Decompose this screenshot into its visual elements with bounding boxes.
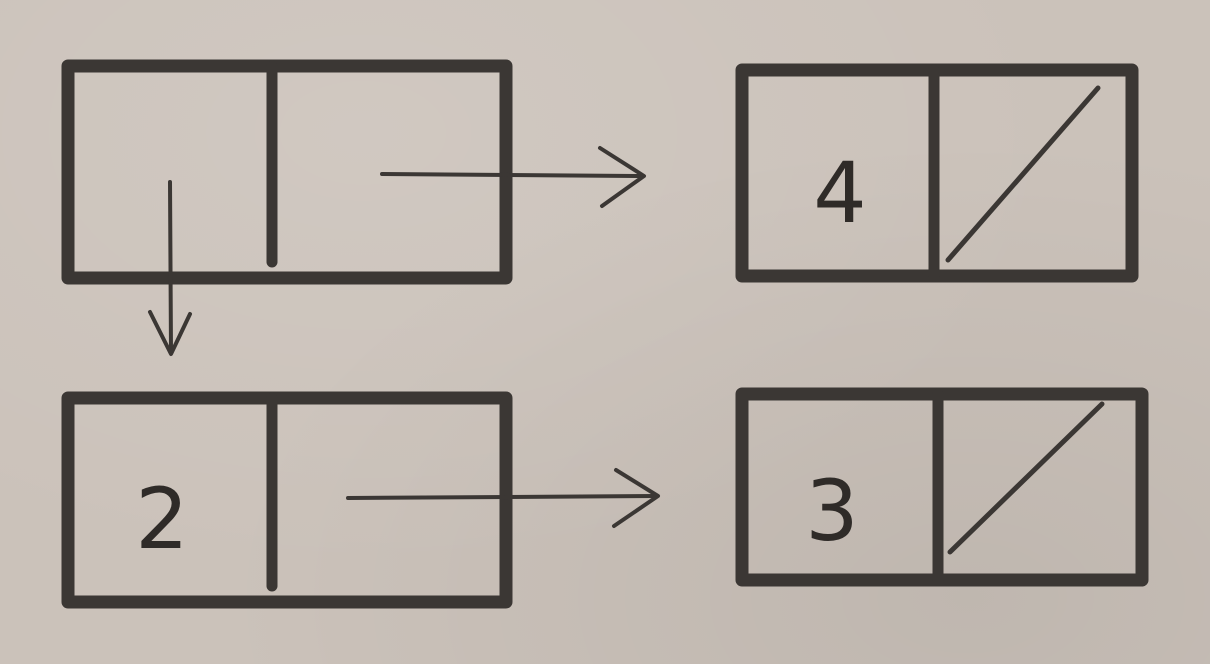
- null-pointer-slash: [948, 88, 1098, 260]
- node-bottom-right: [742, 394, 1142, 580]
- node-box: [68, 66, 506, 278]
- node-top-right: [742, 70, 1132, 276]
- node-top-left: [68, 66, 506, 278]
- arrow-down: [150, 182, 190, 354]
- arrow-top-next: [382, 148, 644, 206]
- arrow-shaft: [348, 496, 656, 498]
- node-box: [68, 398, 506, 602]
- node-bottom-left: [68, 398, 506, 602]
- arrow-shaft: [382, 174, 642, 176]
- node-value: 3: [805, 462, 859, 560]
- arrow-shaft: [170, 182, 171, 352]
- node-value: 4: [813, 144, 867, 242]
- node-value: 2: [135, 470, 189, 568]
- null-pointer-slash: [950, 404, 1102, 552]
